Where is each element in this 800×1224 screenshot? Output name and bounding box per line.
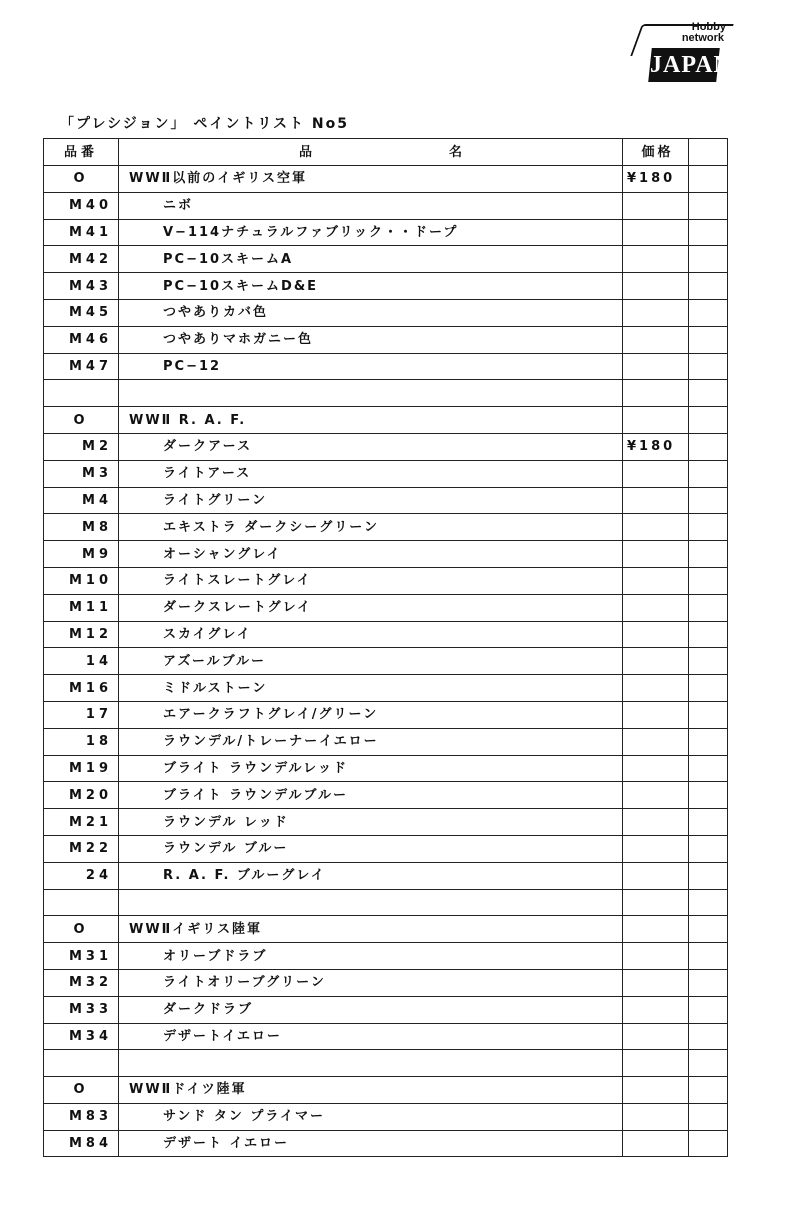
row-price <box>623 943 689 970</box>
row-name: デザートイエロー <box>119 1023 623 1050</box>
table-row <box>44 273 728 300</box>
table-header-row <box>44 139 728 166</box>
row-code: M19 <box>44 755 119 782</box>
row-name: ダークアース <box>119 433 623 460</box>
header-code: 品番 <box>44 139 119 166</box>
row-name: エアークラフトグレイ/グリーン <box>119 701 623 728</box>
row-name: つやありマホガニー色 <box>119 326 623 353</box>
row-extra <box>689 487 728 514</box>
table-row <box>44 567 728 594</box>
table-row <box>44 701 728 728</box>
row-extra <box>689 299 728 326</box>
header-name <box>119 139 623 166</box>
table-row <box>44 541 728 568</box>
row-price <box>623 407 689 434</box>
row-code: O <box>44 166 119 193</box>
table-row <box>44 166 728 193</box>
row-extra <box>689 166 728 193</box>
row-extra <box>689 996 728 1023</box>
document-title: 「プレシジョン」 ペイントリスト No5 <box>60 116 350 132</box>
table-row <box>44 1023 728 1050</box>
table-row <box>44 219 728 246</box>
row-code: M8 <box>44 514 119 541</box>
row-code: M16 <box>44 675 119 702</box>
row-code: M32 <box>44 969 119 996</box>
row-price <box>623 621 689 648</box>
table-row <box>44 648 728 675</box>
row-price <box>623 514 689 541</box>
table-row <box>44 246 728 273</box>
row-extra <box>689 648 728 675</box>
row-code: M34 <box>44 1023 119 1050</box>
row-extra <box>689 460 728 487</box>
row-code: M84 <box>44 1130 119 1157</box>
row-extra <box>689 219 728 246</box>
row-extra <box>689 701 728 728</box>
row-code: M22 <box>44 835 119 862</box>
row-price <box>623 299 689 326</box>
row-price <box>623 192 689 219</box>
table-row <box>44 433 728 460</box>
row-price <box>623 835 689 862</box>
table-row <box>44 326 728 353</box>
row-price <box>623 809 689 836</box>
row-name: PC−10スキームD&E <box>119 273 623 300</box>
row-name: ライトスレートグレイ <box>119 567 623 594</box>
row-price <box>623 219 689 246</box>
table-row <box>44 621 728 648</box>
row-name: ニボ <box>119 192 623 219</box>
logo-text-japan: JAPAN <box>650 52 732 78</box>
row-price <box>623 541 689 568</box>
row-name: サンド タン プライマー <box>119 1103 623 1130</box>
table-row <box>44 943 728 970</box>
row-name: ラウンデル ブルー <box>119 835 623 862</box>
row-code: M4 <box>44 487 119 514</box>
row-price <box>623 567 689 594</box>
table-row <box>44 835 728 862</box>
row-extra <box>689 1023 728 1050</box>
row-extra <box>689 889 728 916</box>
row-price <box>623 701 689 728</box>
table-row <box>44 1050 728 1077</box>
row-price <box>623 1130 689 1157</box>
row-name: WWⅡ R. A. F. <box>119 407 623 434</box>
row-extra <box>689 594 728 621</box>
row-code: M12 <box>44 621 119 648</box>
table-row <box>44 353 728 380</box>
table-row <box>44 487 728 514</box>
row-price <box>623 782 689 809</box>
row-price <box>623 1077 689 1104</box>
row-extra <box>689 782 728 809</box>
row-code: M42 <box>44 246 119 273</box>
row-code <box>44 1050 119 1077</box>
row-code: M9 <box>44 541 119 568</box>
row-price <box>623 594 689 621</box>
row-name <box>119 1050 623 1077</box>
row-code: M45 <box>44 299 119 326</box>
table-row <box>44 809 728 836</box>
row-name: WWⅡイギリス陸軍 <box>119 916 623 943</box>
row-extra <box>689 943 728 970</box>
row-extra <box>689 969 728 996</box>
row-code: M40 <box>44 192 119 219</box>
row-extra <box>689 916 728 943</box>
row-price <box>623 1103 689 1130</box>
row-name <box>119 380 623 407</box>
row-code: M2 <box>44 433 119 460</box>
row-extra <box>689 326 728 353</box>
table-row <box>44 192 728 219</box>
table-row <box>44 969 728 996</box>
hobby-network-japan-logo <box>636 18 730 88</box>
row-price <box>623 648 689 675</box>
row-code: M43 <box>44 273 119 300</box>
row-name: ライトアース <box>119 460 623 487</box>
row-name: R. A. F. ブルーグレイ <box>119 862 623 889</box>
row-extra <box>689 809 728 836</box>
row-price <box>623 273 689 300</box>
row-code <box>44 380 119 407</box>
row-extra <box>689 835 728 862</box>
row-extra <box>689 728 728 755</box>
row-price <box>623 326 689 353</box>
row-price <box>623 862 689 889</box>
row-code: M46 <box>44 326 119 353</box>
row-name: ラウンデル レッド <box>119 809 623 836</box>
row-name: アズールブルー <box>119 648 623 675</box>
table-row <box>44 675 728 702</box>
row-price <box>623 487 689 514</box>
row-code: O <box>44 1077 119 1104</box>
row-price <box>623 460 689 487</box>
row-name: PC−10スキームA <box>119 246 623 273</box>
table-row <box>44 782 728 809</box>
row-extra <box>689 273 728 300</box>
table-row <box>44 380 728 407</box>
header-name-b: 名 <box>448 144 462 160</box>
row-price <box>623 246 689 273</box>
row-code: O <box>44 407 119 434</box>
row-price: ¥180 <box>623 433 689 460</box>
row-extra <box>689 514 728 541</box>
table-row <box>44 460 728 487</box>
row-code: 14 <box>44 648 119 675</box>
row-name: V−114ナチュラルファブリック・・ドープ <box>119 219 623 246</box>
row-extra <box>689 1103 728 1130</box>
header-name-a: 品 <box>299 144 313 160</box>
row-name: つやありカバ色 <box>119 299 623 326</box>
table-row <box>44 1077 728 1104</box>
logo-text-network: network <box>681 32 724 44</box>
row-price <box>623 996 689 1023</box>
row-price <box>623 916 689 943</box>
row-price: ¥180 <box>623 166 689 193</box>
row-code: 18 <box>44 728 119 755</box>
row-name: オーシャングレイ <box>119 541 623 568</box>
row-extra <box>689 353 728 380</box>
table-row <box>44 889 728 916</box>
row-price <box>623 728 689 755</box>
row-extra <box>689 1050 728 1077</box>
row-code: M3 <box>44 460 119 487</box>
row-extra <box>689 862 728 889</box>
row-price <box>623 353 689 380</box>
row-name: ライトグリーン <box>119 487 623 514</box>
row-name: エキストラ ダークシーグリーン <box>119 514 623 541</box>
table-row <box>44 1103 728 1130</box>
row-code: O <box>44 916 119 943</box>
row-extra <box>689 192 728 219</box>
row-price <box>623 1023 689 1050</box>
row-code: M10 <box>44 567 119 594</box>
table-row <box>44 996 728 1023</box>
table-row <box>44 407 728 434</box>
row-extra <box>689 541 728 568</box>
table-row <box>44 862 728 889</box>
row-extra <box>689 380 728 407</box>
row-name: ブライト ラウンデルレッド <box>119 755 623 782</box>
table-row <box>44 299 728 326</box>
table-row <box>44 514 728 541</box>
row-extra <box>689 755 728 782</box>
row-code: M31 <box>44 943 119 970</box>
table-row <box>44 755 728 782</box>
table-row <box>44 1130 728 1157</box>
row-price <box>623 380 689 407</box>
row-name: スカイグレイ <box>119 621 623 648</box>
row-code: 24 <box>44 862 119 889</box>
table-row <box>44 594 728 621</box>
row-code: M33 <box>44 996 119 1023</box>
row-name: ダークドラブ <box>119 996 623 1023</box>
row-code: M41 <box>44 219 119 246</box>
table-row <box>44 916 728 943</box>
row-price <box>623 755 689 782</box>
row-name: ライトオリーブグリーン <box>119 969 623 996</box>
paint-list-table <box>43 138 728 1157</box>
row-extra <box>689 1077 728 1104</box>
row-code: M11 <box>44 594 119 621</box>
row-name: WWⅡドイツ陸軍 <box>119 1077 623 1104</box>
row-name: デザート イエロー <box>119 1130 623 1157</box>
row-extra <box>689 567 728 594</box>
row-price <box>623 969 689 996</box>
logo-text-hobby: Hobby <box>691 21 726 33</box>
row-extra <box>689 675 728 702</box>
table-row <box>44 728 728 755</box>
row-price <box>623 1050 689 1077</box>
row-extra <box>689 246 728 273</box>
row-name: ダークスレートグレイ <box>119 594 623 621</box>
row-extra <box>689 433 728 460</box>
row-code: M20 <box>44 782 119 809</box>
row-code: M47 <box>44 353 119 380</box>
row-name: ブライト ラウンデルブルー <box>119 782 623 809</box>
header-price: 価格 <box>623 139 689 166</box>
row-extra <box>689 407 728 434</box>
row-name: ラウンデル/トレーナーイエロー <box>119 728 623 755</box>
row-name: ミドルストーン <box>119 675 623 702</box>
row-price <box>623 889 689 916</box>
row-code: M83 <box>44 1103 119 1130</box>
header-extra <box>689 139 728 166</box>
row-extra <box>689 1130 728 1157</box>
row-name <box>119 889 623 916</box>
row-code: 17 <box>44 701 119 728</box>
row-code <box>44 889 119 916</box>
row-extra <box>689 621 728 648</box>
row-name: WWⅡ以前のイギリス空軍 <box>119 166 623 193</box>
row-name: オリーブドラブ <box>119 943 623 970</box>
row-price <box>623 675 689 702</box>
row-name: PC−12 <box>119 353 623 380</box>
row-code: M21 <box>44 809 119 836</box>
